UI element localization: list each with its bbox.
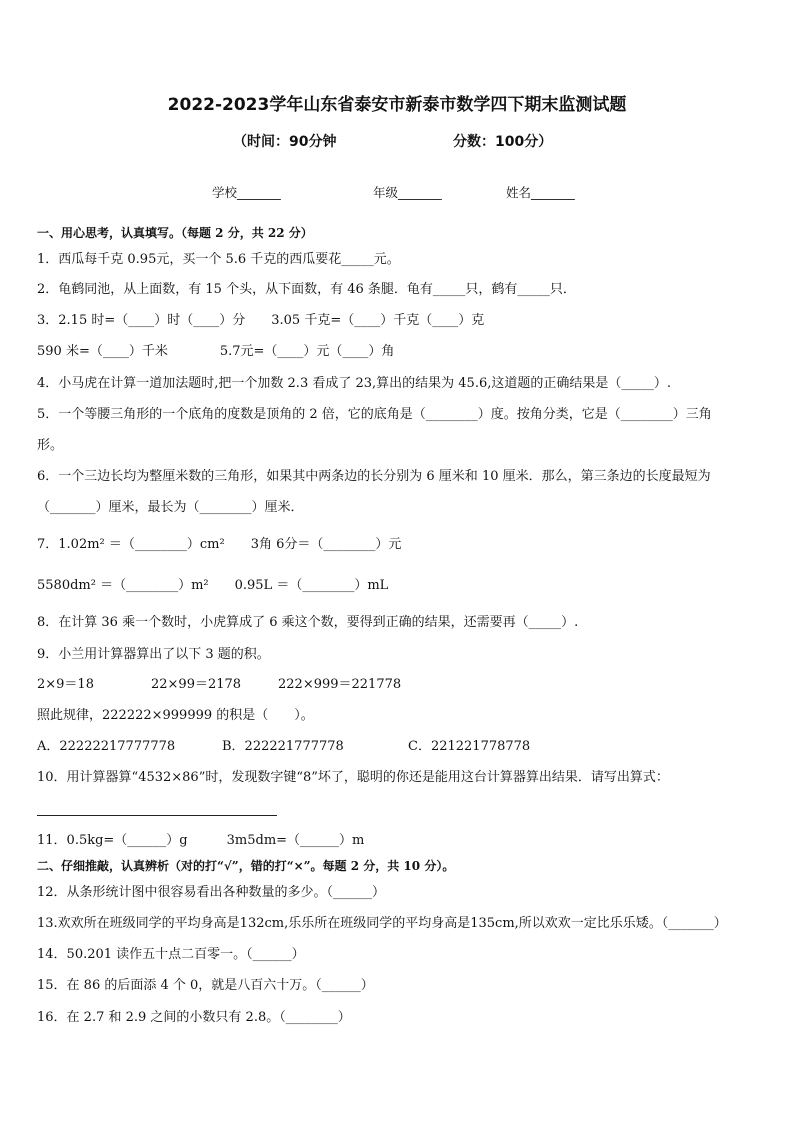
- question-3-line-1: 3．2.15 时=（____）时（____）分 3.05 千克=（____）千克（____）克: [37, 313, 485, 328]
- question-11: 11．0.5kg=（______）g 3m5dm=（______）m: [37, 833, 365, 848]
- q9-option-c[interactable]: C．221221778778: [408, 739, 531, 754]
- q9-equation-2: 22×99＝2178: [151, 677, 242, 692]
- question-6-line-2: （_______）厘米，最长为（________）厘米．: [37, 500, 304, 515]
- question-15: 15．在 86 的后面添 4 个 0，就是八百六十万。（______）: [37, 978, 374, 993]
- question-6-line-1: 6．一个三边长均为整厘米数的三角形，如果其中两条边的长分别为 6 厘米和 10 厘米．那么，第三条边的长度最短为: [37, 469, 711, 484]
- question-9-prompt: 照此规律，222222×999999 的积是（ ）。: [37, 708, 314, 723]
- q9-option-b[interactable]: B．222221777778: [222, 739, 344, 754]
- question-7-line-1: 7．1.02m² ＝（________）cm² 3角 6分＝（________）元: [37, 537, 402, 552]
- question-1: 1．西瓜每千克 0.95元，买一个 5.6 千克的西瓜要花_____元。: [37, 252, 400, 267]
- exam-time: （时间：90分钟: [233, 134, 337, 150]
- grade-field[interactable]: 年级_______: [373, 185, 442, 200]
- question-4: 4．小马虎在计算一道加法题时,把一个加数 2.3 看成了 23,算出的结果为 45.6,这道题的正确结果是（_____）.: [37, 376, 671, 391]
- section-1-heading: 一、用心思考，认真填写。（每题 2 分，共 22 分）: [37, 226, 313, 240]
- question-5-line-1: 5．一个等腰三角形的一个底角的度数是顶角的 2 倍，它的底角是（________）度。按角分类，它是（________）三角: [37, 407, 712, 422]
- question-12: 12．从条形统计图中很容易看出各种数量的多少。（______）: [37, 885, 386, 900]
- q9-option-a[interactable]: A．22222217777778: [37, 739, 176, 754]
- question-13: 13.欢欢所在班级同学的平均身高是132cm,乐乐所在班级同学的平均身高是135cm,所以欢欢一定比乐乐矮。（_______）: [37, 916, 727, 931]
- question-10: 10．用计算器算“4532×86”时，发现数字键“8”坏了，聪明的你还是能用这台计算器算出结果．请写出算式：: [37, 770, 669, 785]
- question-8: 8．在计算 36 乘一个数时，小虎算成了 6 乘这个数，要得到正确的结果，还需要再（_____）.: [37, 615, 579, 630]
- question-3-line-2: 590 米=（____）千米 5.7元=（____）元（____）角: [37, 344, 395, 359]
- school-field[interactable]: 学校_______: [212, 185, 281, 200]
- question-14: 14．50.201 读作五十点二百零一。（______）: [37, 947, 305, 962]
- question-16: 16．在 2.7 和 2.9 之间的小数只有 2.8。（________）: [37, 1010, 351, 1025]
- page-title: 2022-2023学年山东省泰安市新泰市数学四下期末监测试题: [167, 95, 627, 115]
- q9-equation-1: 2×9＝18: [37, 677, 94, 692]
- question-5-line-2: 形。: [37, 438, 64, 453]
- section-2-heading: 二、仔细推敲，认真辨析（对的打“√”，错的打“×”。每题 2 分，共 10 分）。: [37, 859, 455, 873]
- name-field[interactable]: 姓名_______: [506, 185, 575, 200]
- question-2: 2．龟鹤同池，从上面数，有 15 个头，从下面数，有 46 条腿．龟有_____只，鹤有_____只．: [37, 282, 576, 297]
- question-9: 9．小兰用计算器算出了以下 3 题的积。: [37, 647, 270, 662]
- answer-line[interactable]: [37, 815, 277, 816]
- exam-score: 分数：100分）: [453, 134, 553, 150]
- question-7-line-2: 5580dm² ＝（________）m² 0.95L ＝（________）mL: [37, 578, 389, 593]
- q9-equation-3: 222×999＝221778: [278, 677, 402, 692]
